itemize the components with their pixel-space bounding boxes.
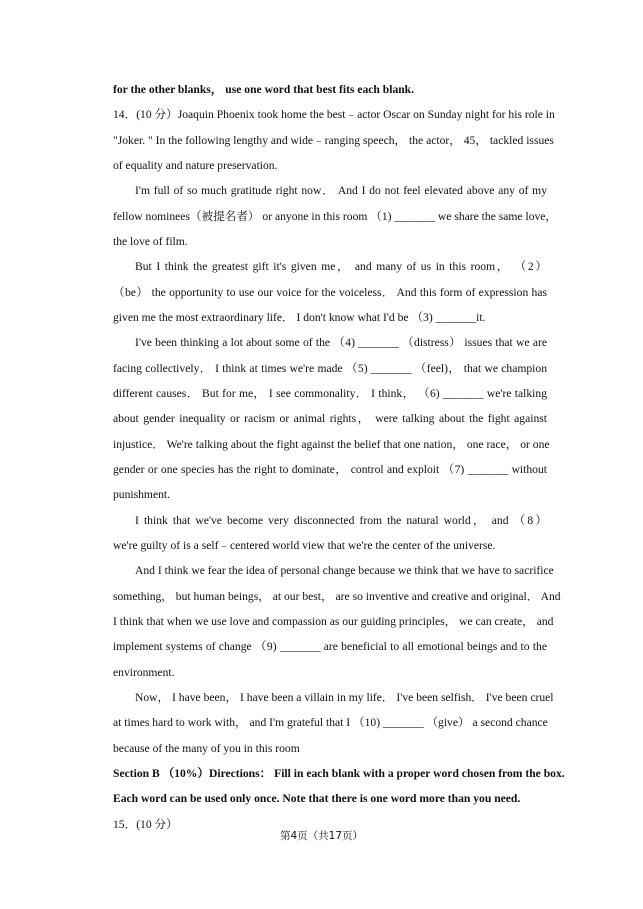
paragraph-6-line: at times hard to work with， and I'm grateful that I （10) _______ （give） a second chance — [113, 716, 548, 729]
question-14-header: 14．(10 分）Joaquin Phoenix took home the best﹣actor Oscar on Sunday night for his role in — [113, 108, 555, 121]
paragraph-3-line: I've been thinking a lot about some of the （4) _______ （distress） issues that we are — [135, 336, 547, 349]
paragraph-2-line: But I think the greatest gift it's given me， and many of us in this room， （2） — [135, 260, 547, 273]
paragraph-1-line: I'm full of so much gratitude right now． And I do not feel elevated above any of my — [135, 184, 547, 197]
paragraph-5-line: environment. — [113, 666, 175, 679]
section-b-directions: Each word can be used only once. Note that there is one word more than you need. — [113, 792, 521, 805]
paragraph-4-line: I think that we've become very disconnected from the natural world， and （8） — [135, 514, 547, 527]
intro-line: "Joker. " In the following lengthy and wide﹣ranging speech， the actor， 45， tackled issues — [113, 134, 554, 147]
paragraph-5-line: something， but human beings， at our best， are so inventive and creative and original． And — [113, 590, 561, 603]
paragraph-5-line: implement systems of change （9) _______ are beneficial to all emotional beings and to the — [113, 640, 547, 653]
paragraph-4-line: we're guilty of is a self﹣centered world view that we're the center of the universe. — [113, 539, 496, 552]
paragraph-3-line: gender or one species has the right to dominate， control and exploit （7) _______ without — [113, 463, 547, 476]
paragraph-2-line: （be） the opportunity to use our voice for the voiceless． And this form of expression has — [113, 286, 547, 299]
intro-line: of equality and nature preservation. — [113, 159, 278, 172]
page-footer: 第4页（共17页） — [279, 830, 364, 842]
paragraph-1-line: the love of film. — [113, 235, 188, 248]
paragraph-3-line: facing collectively． I think at times we're made （5) _______ （feel)， that we champion — [113, 362, 547, 375]
paragraph-6-line: because of the many of you in this room — [113, 742, 300, 755]
question-15-header: 15．(10 分） — [113, 818, 178, 831]
paragraph-3-line: injustice． We're talking about the fight against the belief that one nation， one race， or one — [113, 438, 550, 451]
paragraph-3-line: about gender inequality or racism or animal rights， were talking about the fight against — [113, 412, 547, 425]
paragraph-5-line: I think that when we use love and compassion as our guiding principles， we can create， and — [113, 615, 554, 628]
paragraph-2-line: given me the most extraordinary life． I don't know what I'd be （3) _______it. — [113, 311, 486, 324]
paragraph-1-line: fellow nominees（被提名者） or anyone in this room （1) _______ we share the same love， — [113, 210, 558, 223]
paragraph-3-line: punishment. — [113, 488, 171, 501]
paragraph-5-line: And I think we fear the idea of personal change because we think that we have to sacrifice — [135, 564, 554, 577]
paragraph-3-line: different causes． But for me， I see commonality． I think， （6) _______ we're talking — [113, 387, 547, 400]
section-b-heading: Section B （10%）Directions： Fill in each blank with a proper word chosen from the box. — [113, 767, 565, 780]
instruction-line: for the other blanks， use one word that best fits each blank. — [113, 83, 415, 96]
paragraph-6-line: Now， I have been， I have been a villain in my life． I've been selfish． I've been cruel — [135, 691, 554, 704]
